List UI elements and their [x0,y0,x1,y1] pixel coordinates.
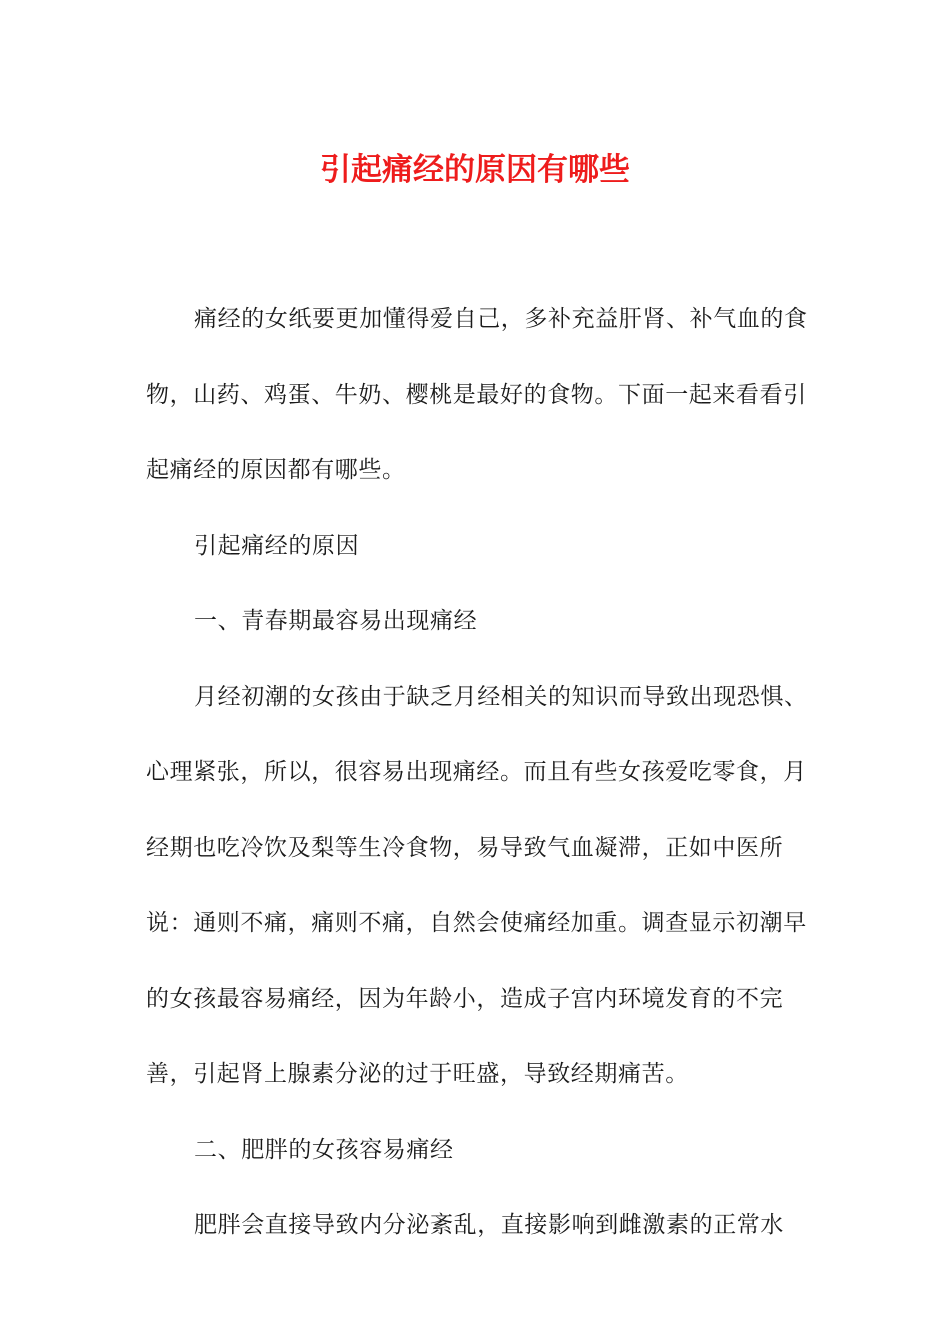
subheading-obesity: 二、肥胖的女孩容易痛经 [194,1136,454,1163]
section-heading-causes: 引起痛经的原因 [194,532,360,559]
subheading-puberty: 一、青春期最容易出现痛经 [194,608,478,634]
paragraph-puberty: 月经初潮的女孩由于缺乏月经相关的知识而导致出现恐惧、心理紧张，所以，很容易出现痛经。而且有些女孩爱吃零食，月经期也吃冷饮及梨等生冷食物，易导致气血凝滞，正如中医所说：通则不痛，痛则不痛，自然会使痛经加重。调查显示初潮早的女孩最容易痛经，因为年龄小，造成子宫内环境发育的不完善，引起肾上腺素分泌的过于旺盛，导致经期痛苦。 [146,683,808,1087]
paragraph-intro: 痛经的女纸要更加懂得爱自己，多补充益肝肾、补气血的食物，山药、鸡蛋、牛奶、樱桃是最好的食物。下面一起来看看引起痛经的原因都有哪些。 [146,306,808,483]
document-body [146,282,818,1264]
paragraph-obesity: 肥胖会直接导致内分泌紊乱，直接影响到雌激素的正常水 [194,1212,784,1238]
document-title: 引起痛经的原因有哪些 [320,152,630,188]
